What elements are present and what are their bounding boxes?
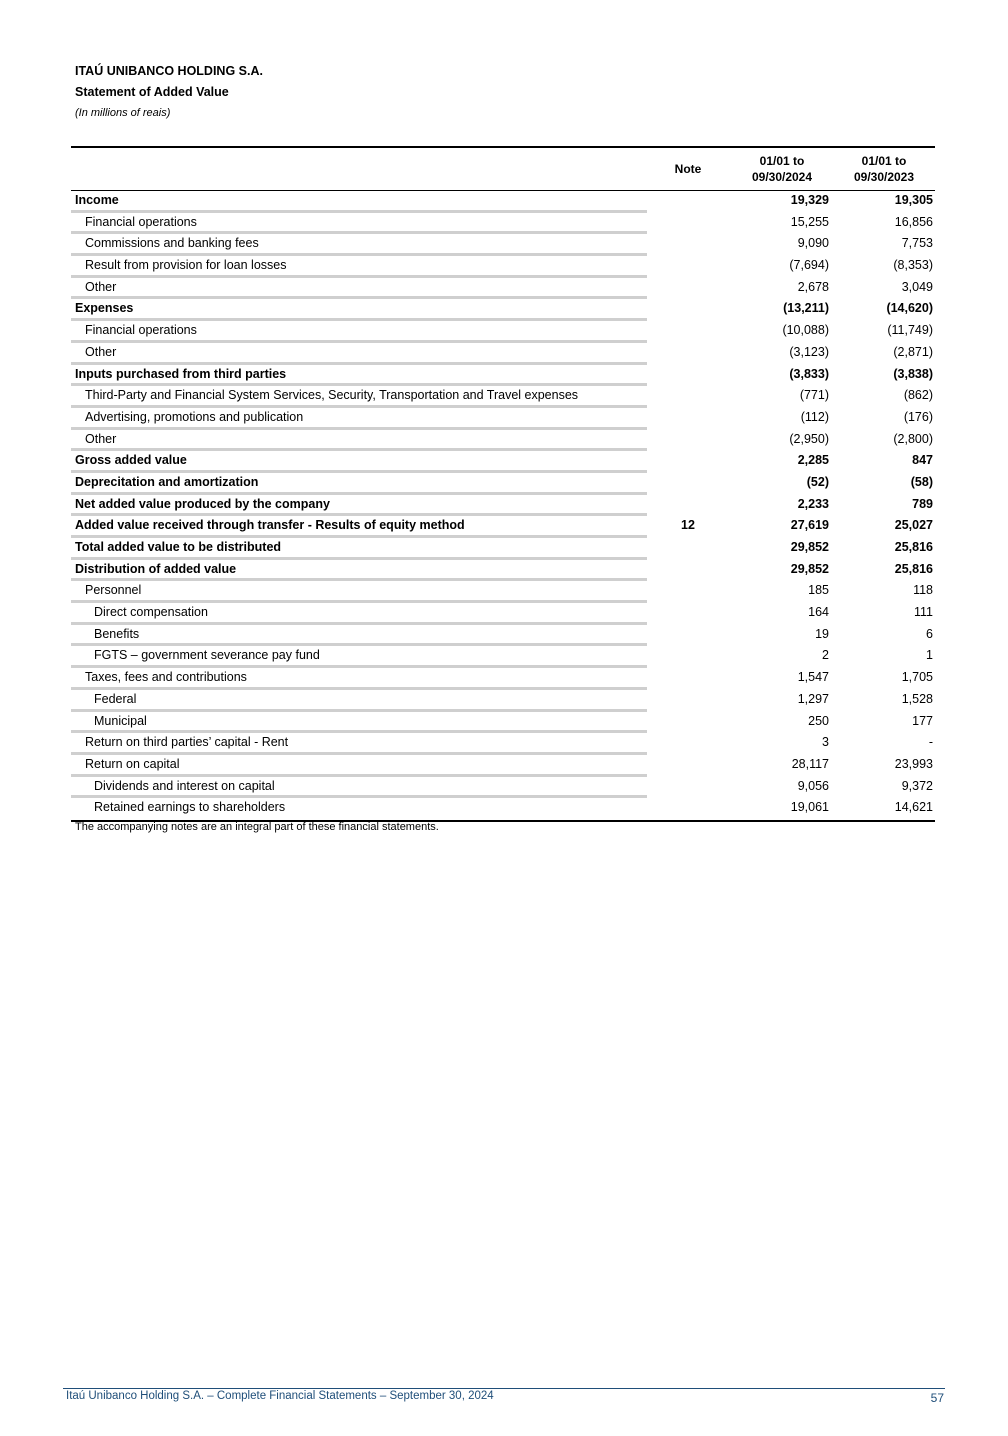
row-value-2024: (13,211) (783, 301, 829, 316)
row-label: Other (85, 279, 117, 294)
row-value-2023: - (928, 735, 933, 750)
row-value-2024: 28,117 (791, 756, 829, 771)
row-value-2023: 1 (926, 648, 933, 663)
row-value-2024: 15,255 (790, 214, 829, 229)
table-row (71, 668, 935, 690)
row-label: Third-Party and Financial System Services, Security, Transportation and Travel expenses (85, 388, 579, 403)
table-header (71, 148, 935, 191)
row-label: Financial operations (85, 214, 197, 229)
row-value-2024: (112) (800, 409, 829, 424)
row-value-2023: (58) (910, 474, 933, 489)
row-value-2023: (3,838) (893, 366, 933, 381)
row-label: Municipal (94, 713, 147, 728)
table-row (71, 777, 935, 799)
table-body (71, 191, 935, 820)
row-value-2023: (2,800) (893, 431, 933, 446)
table-row (71, 234, 935, 256)
table-row (71, 256, 935, 278)
row-value-2024: 27,619 (790, 518, 829, 533)
row-value-2023: 3,049 (901, 279, 933, 294)
row-value-2023: 23,993 (894, 756, 933, 771)
table-row (71, 690, 935, 712)
row-value-2023: 9,372 (901, 778, 933, 793)
table-row (71, 538, 935, 560)
row-value-2023: 789 (912, 496, 933, 511)
row-label: FGTS – government severance pay fund (94, 648, 320, 663)
row-value-2024: 9,056 (797, 778, 829, 793)
row-value-2024: 2,285 (797, 453, 829, 468)
col-header-note: Note (674, 162, 702, 176)
row-value-2024: 29,852 (790, 561, 829, 576)
row-value-2024: (771) (799, 388, 829, 403)
row-value-2024: (3,833) (789, 366, 829, 381)
row-label: Retained earnings to shareholders (94, 800, 286, 815)
row-label: Federal (94, 691, 137, 706)
row-label: Deprecitation and amortization (75, 474, 259, 489)
company-name: ITAÚ UNIBANCO HOLDING S.A. (75, 64, 263, 78)
col-header-2023 (838, 153, 930, 185)
table-row (71, 299, 935, 321)
row-value-2023: 1,528 (901, 691, 933, 706)
table-row (71, 213, 935, 235)
table-row (71, 646, 935, 668)
row-value-2024: (7,694) (789, 258, 829, 273)
row-label: Added value received through transfer - Results of equity method (75, 518, 465, 533)
row-label: Direct compensation (94, 605, 208, 620)
statement-title: Statement of Added Value (75, 85, 229, 99)
row-value-2023: 1,705 (901, 670, 933, 685)
row-value-2024: 9,090 (797, 236, 829, 251)
row-value-2024: 2 (822, 648, 829, 663)
row-label: Inputs purchased from third parties (75, 366, 287, 381)
row-value-2023: 6 (926, 626, 933, 641)
row-value-2023: (862) (903, 388, 933, 403)
row-value-2023: (11,749) (887, 323, 933, 338)
table-row (71, 365, 935, 387)
col-header-2023-text: 01/01 to 09/30/2023 (853, 154, 915, 184)
row-note: 12 (681, 518, 695, 533)
table-row (71, 495, 935, 517)
table-row (71, 733, 935, 755)
table-row (71, 560, 935, 582)
row-label: Distribution of added value (75, 561, 237, 576)
row-value-2023: (14,620) (886, 301, 933, 316)
row-label: Net added value produced by the company (75, 496, 330, 511)
row-label: Other (85, 431, 117, 446)
row-value-2024: 19,329 (790, 193, 829, 207)
table-row (71, 430, 935, 452)
page-number: 57 (930, 1391, 944, 1405)
col-header-2024-text: 01/01 to 09/30/2024 (751, 154, 813, 184)
table-row (71, 581, 935, 603)
row-value-2023: 25,816 (894, 561, 933, 576)
row-value-2024: (2,950) (789, 431, 829, 446)
row-value-2023: 19,305 (894, 193, 933, 207)
row-value-2024: 2,233 (797, 496, 829, 511)
row-value-2024: 1,547 (797, 670, 829, 685)
row-label: Personnel (85, 583, 142, 598)
table-row (71, 798, 935, 820)
table-row (71, 755, 935, 777)
page-footer-text: Itaú Unibanco Holding S.A. – Complete Financial Statements – September 30, 2024 (66, 1390, 494, 1402)
row-value-2024: 19 (815, 626, 829, 641)
table-row (71, 321, 935, 343)
row-value-2023: 111 (913, 605, 933, 620)
footnote: The accompanying notes are an integral part of these financial statements. (75, 821, 439, 833)
row-label: Return on capital (85, 756, 180, 771)
table-row (71, 408, 935, 430)
row-label: Return on third parties’ capital - Rent (85, 735, 289, 750)
row-label: Dividends and interest on capital (94, 778, 275, 793)
statement-table (71, 146, 935, 822)
row-value-2024: 185 (808, 583, 829, 598)
table-row (71, 712, 935, 734)
table-row (71, 278, 935, 300)
footer-rule (63, 1388, 945, 1389)
row-label: Gross added value (75, 453, 187, 468)
row-value-2023: 177 (912, 713, 933, 728)
row-value-2024: (52) (806, 474, 829, 489)
row-label: Commissions and banking fees (85, 236, 259, 251)
row-value-2023: 847 (912, 453, 933, 468)
row-value-2024: 29,852 (790, 540, 829, 554)
table-row (71, 603, 935, 625)
row-label: Other (85, 344, 117, 359)
row-value-2023: 25,027 (894, 518, 933, 533)
units-note: (In millions of reais) (75, 107, 171, 119)
row-value-2024: (3,123) (789, 344, 829, 359)
row-value-2023: 7,753 (901, 236, 933, 251)
row-label: Benefits (94, 626, 140, 641)
table-row (71, 625, 935, 647)
col-header-2024 (736, 153, 828, 185)
table-row (71, 451, 935, 473)
row-value-2023: 14,621 (894, 800, 933, 815)
table-row (71, 191, 935, 213)
row-value-2024: 250 (808, 713, 829, 728)
row-value-2024: 164 (808, 605, 829, 620)
row-label: Income (75, 193, 119, 207)
row-label: Result from provision for loan losses (85, 258, 287, 273)
row-value-2023: 25,816 (894, 540, 933, 554)
row-label: Expenses (75, 301, 134, 316)
row-label: Advertising, promotions and publication (85, 409, 304, 424)
row-value-2023: (2,871) (893, 344, 933, 359)
row-label: Taxes, fees and contributions (85, 670, 247, 685)
row-value-2024: 19,061 (790, 800, 829, 815)
row-value-2023: (8,353) (893, 258, 933, 273)
row-value-2023: (176) (903, 409, 933, 424)
table-row (71, 343, 935, 365)
row-value-2024: (10,088) (782, 323, 829, 338)
row-label: Financial operations (85, 323, 197, 338)
row-value-2023: 118 (913, 583, 933, 598)
row-value-2024: 1,297 (797, 691, 829, 706)
table-row (71, 516, 935, 538)
row-value-2023: 16,856 (894, 214, 933, 229)
table-row (71, 386, 935, 408)
row-value-2024: 3 (822, 735, 829, 750)
row-label: Total added value to be distributed (75, 540, 282, 554)
row-value-2024: 2,678 (797, 279, 829, 294)
table-row (71, 473, 935, 495)
